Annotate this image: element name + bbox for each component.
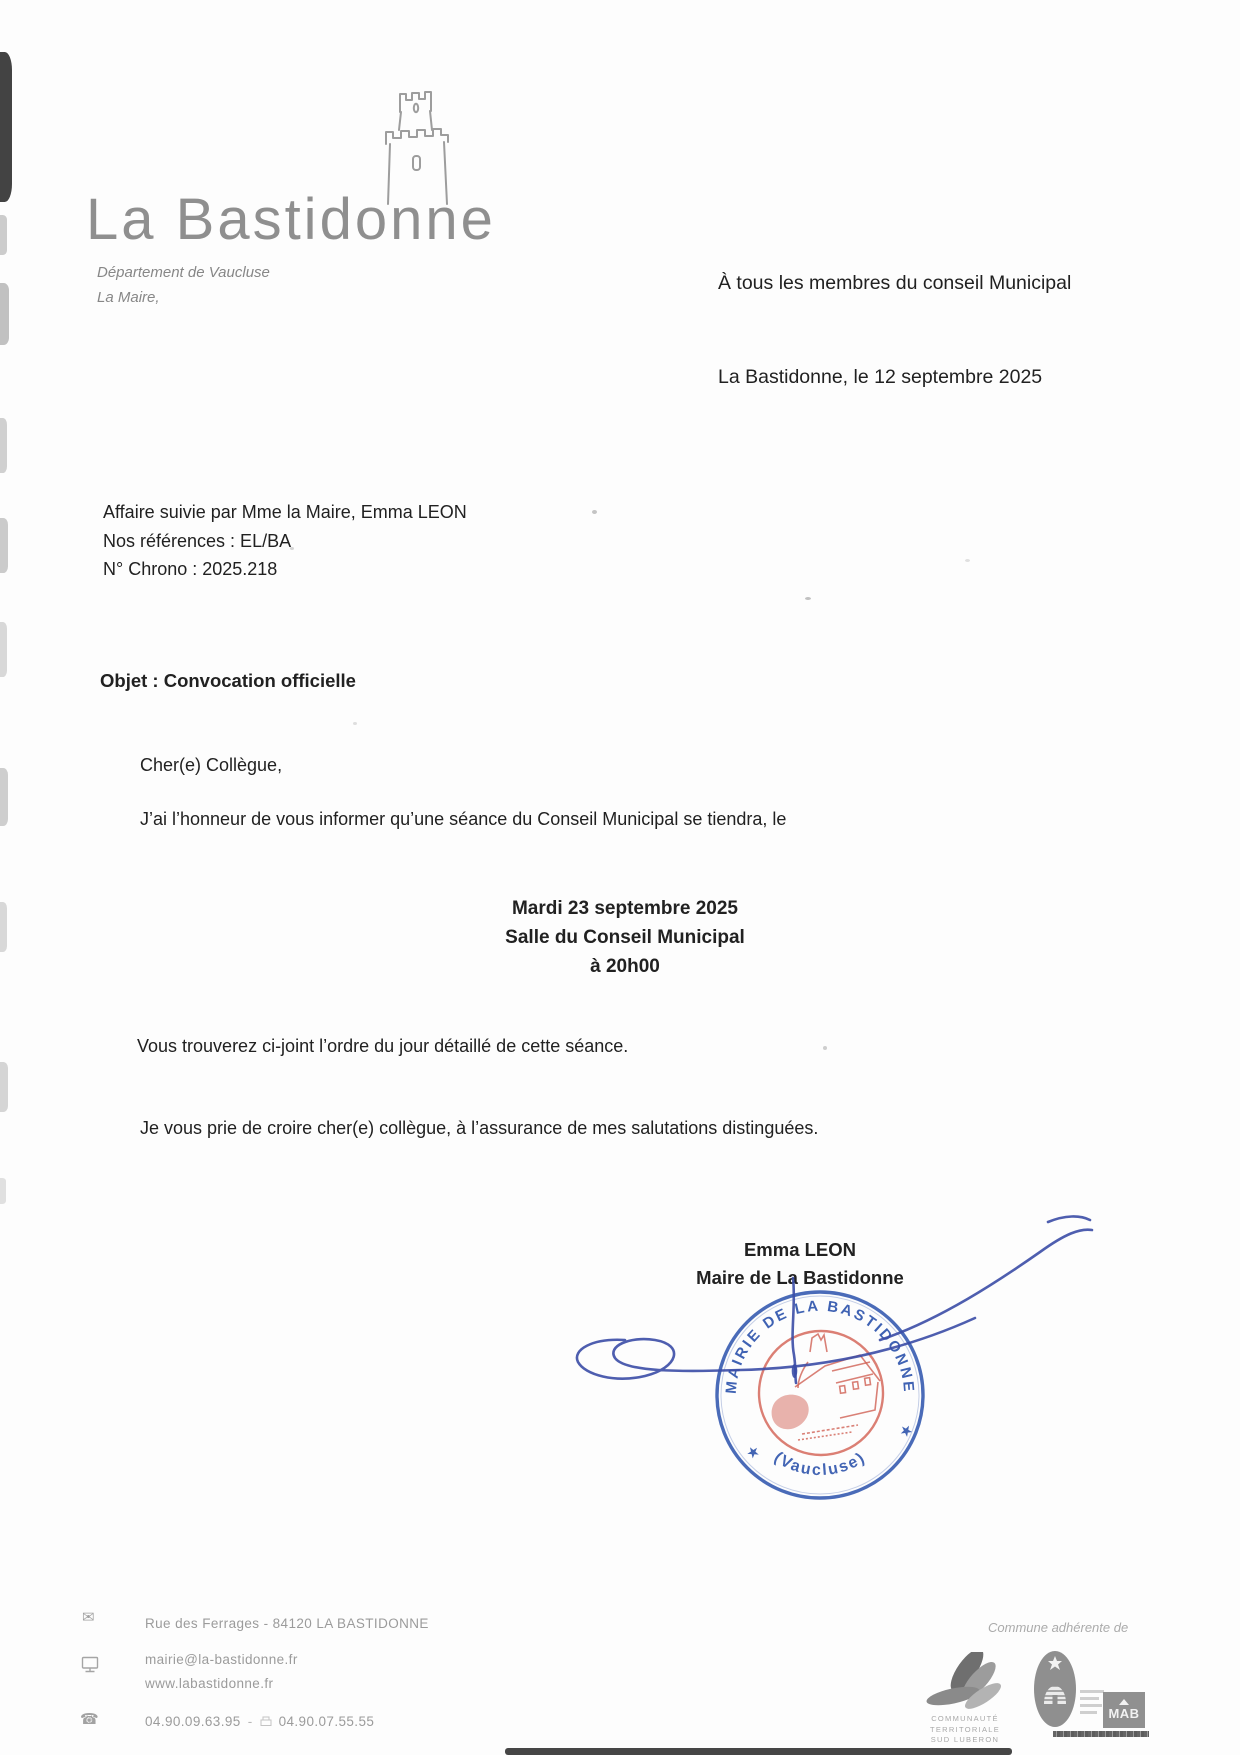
- computer-icon: [80, 1656, 100, 1673]
- scan-speckle: [353, 722, 357, 725]
- signatory-office-line: La Maire,: [97, 289, 160, 306]
- scan-artifact: [0, 283, 9, 345]
- meeting-details-block: [425, 894, 825, 981]
- chrono-number-line: N° Chrono : 2025.218: [103, 559, 278, 579]
- partners-caption: Commune adhérente de: [988, 1620, 1129, 1635]
- phone-number: 04.90.09.63.95: [145, 1714, 241, 1729]
- subject-line: Objet : Convocation officielle: [100, 670, 356, 691]
- meeting-place: Salle du Conseil Municipal: [505, 927, 745, 948]
- commune-logo-wordmark: La Bastidonne: [86, 187, 496, 252]
- scan-artifact: [0, 215, 7, 255]
- stamp-top-text: [723, 1298, 917, 1395]
- meeting-time: à 20h00: [590, 956, 660, 977]
- scan-artifact: [0, 622, 7, 677]
- scan-artifact: [0, 1062, 8, 1112]
- scan-artifact: [0, 902, 7, 952]
- phone-icon: ☎: [80, 1711, 99, 1728]
- email-line: mairie@la-bastidonne.fr: [145, 1652, 298, 1667]
- recipient-line: À tous les membres du conseil Municipal: [718, 272, 1072, 294]
- our-references-line: Nos références : EL/BA: [103, 530, 292, 551]
- stamp-village-sketch: [772, 1334, 880, 1440]
- attachment-note-line: Vous trouverez ci-joint l’ordre du jour détaillé de cette séance.: [137, 1036, 629, 1056]
- address-line: Rue des Ferrages - 84120 LA BASTIDONNE: [145, 1616, 429, 1631]
- meeting-date: Mardi 23 septembre 2025: [511, 898, 738, 919]
- logo-side-text-blur: [1080, 1690, 1104, 1693]
- mab-logo: [1103, 1692, 1145, 1728]
- scan-artifact: [0, 1178, 6, 1204]
- mab-logo-text: MAB: [1108, 1706, 1140, 1721]
- phone-fax-separator: -: [247, 1714, 253, 1729]
- stamp-star-right: ★: [896, 1420, 916, 1442]
- logo-side-text-blur: [1080, 1711, 1097, 1714]
- fax-icon: [260, 1716, 272, 1727]
- mab-tree-icon: [1119, 1699, 1129, 1705]
- community-leaves-caption: [905, 1714, 1025, 1746]
- scan-speckle: [965, 559, 970, 562]
- scan-artifact: [505, 1748, 1012, 1755]
- reference-block: [103, 498, 467, 584]
- stamp-bottom-text: [771, 1449, 869, 1479]
- phone-fax-line: [145, 1714, 374, 1729]
- signatory-name: Emma LEON: [743, 1239, 857, 1260]
- logo-side-text-blur: [1080, 1697, 1099, 1700]
- logo-side-text-blur: [1080, 1704, 1102, 1707]
- envelope-icon: ✉: [82, 1609, 95, 1626]
- scan-speckle: [823, 1046, 827, 1050]
- village-oval-logo: [1032, 1648, 1078, 1730]
- scan-speckle: [805, 597, 811, 600]
- followed-by-line: Affaire suivie par Mme la Maire, Emma LEON: [103, 502, 467, 522]
- signatory-title: Maire de La Bastidonne: [696, 1267, 904, 1288]
- community-caption-line: TERRITORIALE: [929, 1724, 1001, 1734]
- stamp-top-textpath: MAIRIE DE LA BASTIDONNE: [722, 1297, 918, 1395]
- website-line: www.labastidonne.fr: [145, 1676, 274, 1691]
- place-date-line: La Bastidonne, le 12 septembre 2025: [718, 366, 1043, 388]
- stamp-bottom-textpath: (Vaucluse): [770, 1449, 870, 1480]
- department-line: Département de Vaucluse: [97, 264, 270, 281]
- scan-artifact: [0, 518, 8, 573]
- stamp-star-left: ★: [743, 1441, 764, 1464]
- scan-artifact: [0, 418, 7, 473]
- scan-speckle: [592, 510, 597, 514]
- official-stamp-and-signature: [540, 1140, 1120, 1560]
- salutation-line: Cher(e) Collègue,: [140, 755, 283, 775]
- community-leaves-logo: [915, 1652, 1007, 1712]
- intro-line: J’ai l’honneur de vous informer qu’une séance du Conseil Municipal se tiendra, le: [140, 809, 787, 829]
- scan-artifact: [0, 52, 12, 202]
- scan-artifact: [0, 768, 8, 826]
- logo-bottom-text-blur: [1053, 1731, 1149, 1737]
- community-caption-line: SUD LUBERON: [930, 1735, 1000, 1744]
- fax-number: 04.90.07.55.55: [278, 1714, 375, 1729]
- closing-line: Je vous prie de croire cher(e) collègue, à l’assurance de mes salutations distinguées.: [140, 1118, 819, 1138]
- community-caption-line: COMMUNAUTÉ: [931, 1714, 999, 1723]
